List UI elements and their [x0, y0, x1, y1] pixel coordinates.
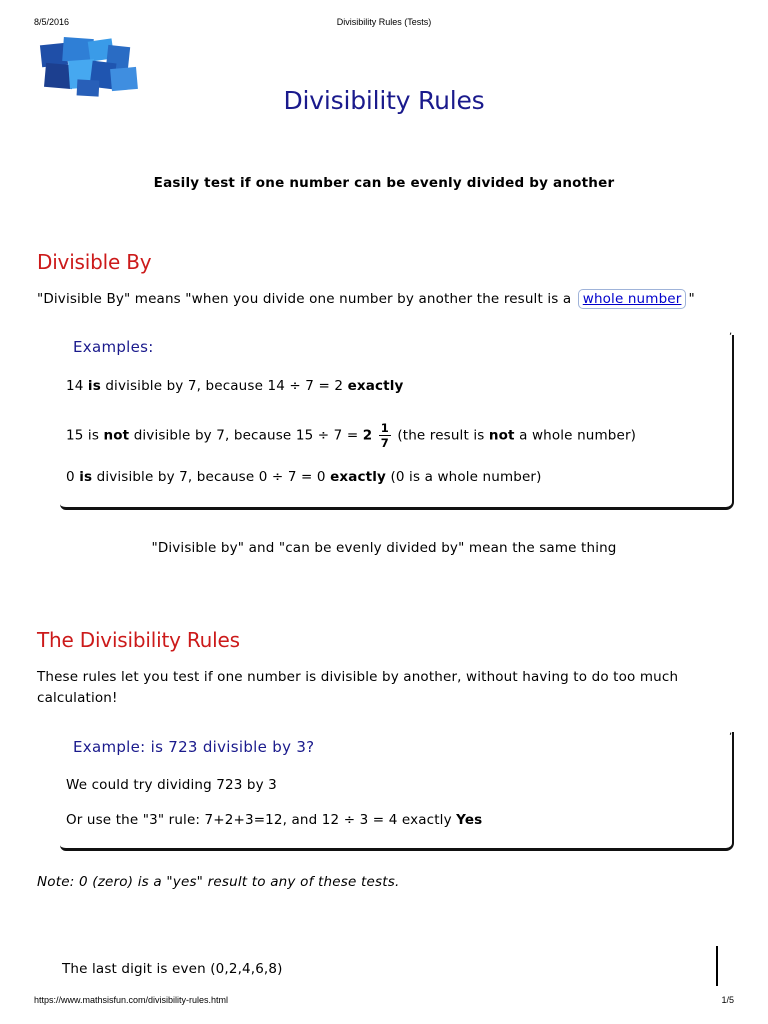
- rule-row-even: The last digit is even (0,2,4,6,8): [62, 961, 283, 977]
- print-page-number: 1/5: [721, 995, 734, 1005]
- examples-title: Examples:: [73, 338, 154, 356]
- example-line-1: 14 is divisible by 7, because 14 ÷ 7 = 2 exactly: [66, 378, 404, 394]
- zero-note: Note: 0 (zero) is a "yes" result to any of these tests.: [37, 874, 400, 890]
- example-line-3: 0 is divisible by 7, because 0 ÷ 7 = 0 exactly (0 is a whole number): [66, 469, 542, 485]
- print-header: [0, 17, 768, 31]
- box-corner-mark-2: ,: [729, 726, 733, 737]
- box-corner-mark: ,: [729, 326, 733, 337]
- definition-text: [37, 289, 695, 310]
- example-723-title: Example: is 723 divisible by 3?: [73, 738, 315, 756]
- print-date: 8/5/2016: [34, 17, 70, 27]
- intro-text: Easily test if one number can be evenly divided by another: [153, 175, 615, 191]
- heading-divisible-by: Divisible By: [37, 250, 152, 274]
- definition-after: ": [688, 291, 695, 307]
- table-edge: [716, 946, 718, 986]
- print-page-title: Divisibility Rules (Tests): [336, 17, 432, 27]
- example-line-2: 15 is not divisible by 7, because 15 ÷ 7 = 2 $\frac{1}{7}$ (the result is not a whole number): [66, 421, 637, 450]
- same-thing-text: "Divisible by" and "can be evenly divided by" mean the same thing: [151, 540, 617, 556]
- whole-number-link[interactable]: whole number: [582, 291, 682, 307]
- example-723-line-2: Or use the "3" rule: 7+2+3=12, and 12 ÷ 3 = 4 exactly Yes: [66, 812, 483, 828]
- whole-number-link-pill[interactable]: [578, 289, 687, 309]
- example-723-line-1: We could try dividing 723 by 3: [66, 777, 277, 793]
- heading-divisibility-rules: The Divisibility Rules: [37, 628, 240, 652]
- yes-label: Yes: [456, 812, 483, 828]
- print-footer: [0, 995, 768, 1009]
- page-title: Divisibility Rules: [283, 86, 485, 115]
- definition-before: "Divisible By" means "when you divide one number by another the result is a: [37, 291, 572, 307]
- rules-intro-text: These rules let you test if one number is divisible by another, without having to do too much calculation!: [37, 669, 679, 706]
- print-url: https://www.mathsisfun.com/divisibility-rules.html: [34, 995, 229, 1005]
- fraction-one-seventh: $\frac{1}{7}$: [380, 421, 389, 450]
